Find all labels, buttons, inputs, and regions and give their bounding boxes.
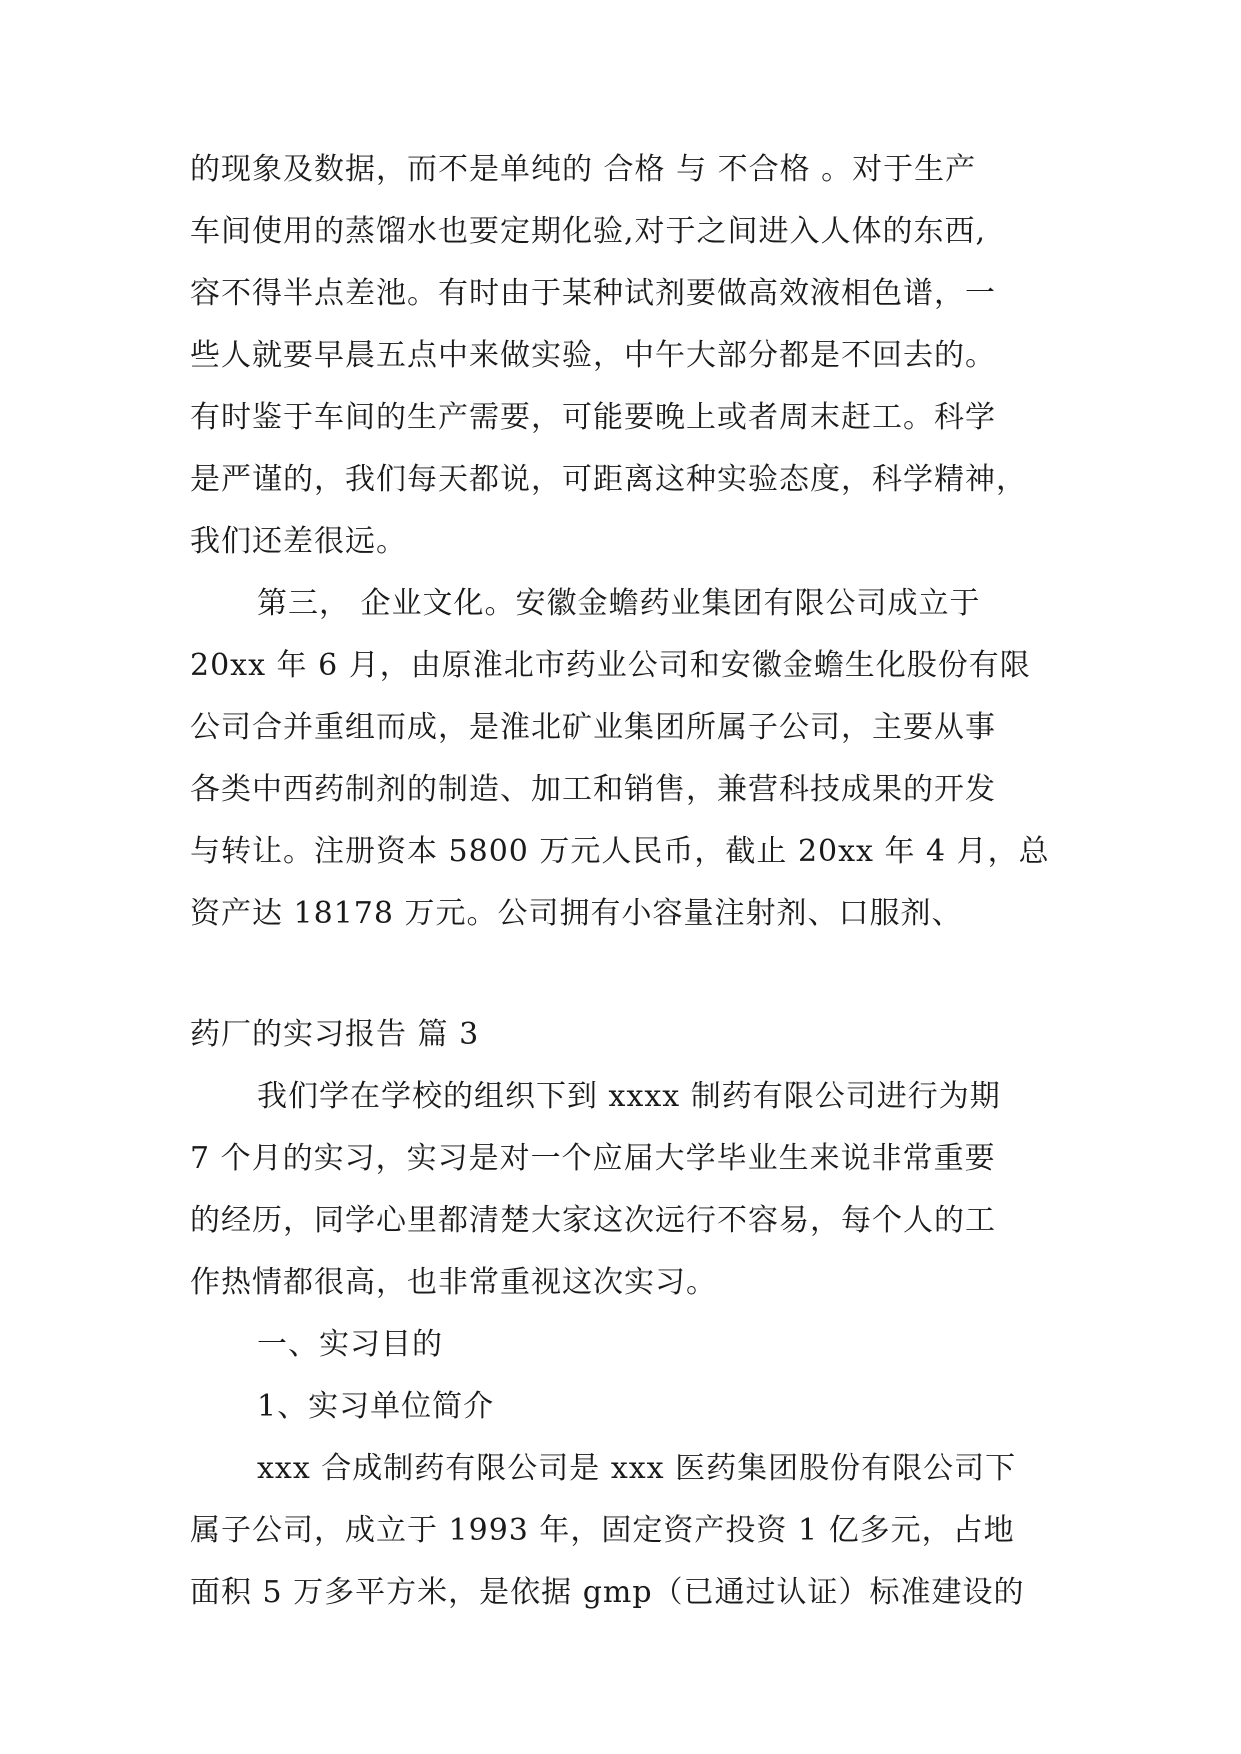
- text-line: 的经历，同学心里都清楚大家这次远行不容易，每个人的工: [190, 1203, 996, 1238]
- text-line: 我们学在学校的组织下到 xxxx 制药有限公司进行为期: [257, 1079, 1001, 1114]
- subheading: 1、实习单位简介: [257, 1389, 495, 1424]
- text-line: 容不得半点差池。有时由于某种试剂要做高效液相色谱，一: [190, 276, 996, 311]
- text-line: 的现象及数据，而不是单纯的 合格 与 不合格 。对于生产: [190, 152, 977, 187]
- text-line: 资产达 18178 万元。公司拥有小容量注射剂、口服剂、: [190, 896, 963, 931]
- text-line: 有时鉴于车间的生产需要，可能要晚上或者周末赶工。科学: [190, 400, 996, 435]
- text-line: 各类中西药制剂的制造、加工和销售，兼营科技成果的开发: [190, 772, 996, 807]
- text-line: 7 个月的实习，实习是对一个应届大学毕业生来说非常重要: [190, 1141, 996, 1176]
- text-line: 些人就要早晨五点中来做实验，中午大部分都是不回去的。: [190, 338, 996, 373]
- text-line: 20xx 年 6 月，由原淮北市药业公司和安徽金蟾生化股份有限: [190, 648, 1031, 683]
- text-line: xxx 合成制药有限公司是 xxx 医药集团股份有限公司下: [257, 1451, 1017, 1486]
- section-heading: 药厂的实习报告 篇 3: [190, 1017, 480, 1052]
- text-line: 车间使用的蒸馏水也要定期化验,对于之间进入人体的东西,: [190, 214, 987, 249]
- text-line: 公司合并重组而成，是淮北矿业集团所属子公司，主要从事: [190, 710, 996, 745]
- subheading: 一、实习目的: [257, 1327, 443, 1362]
- text-line: 作热情都很高，也非常重视这次实习。: [190, 1265, 717, 1300]
- text-line: 是严谨的，我们每天都说，可距离这种实验态度，科学精神，: [190, 462, 1027, 497]
- text-line: 与转让。注册资本 5800 万元人民币，截止 20xx 年 4 月，总: [190, 834, 1050, 869]
- text-line: 第三， 企业文化。安徽金蟾药业集团有限公司成立于: [257, 586, 981, 621]
- text-line: 面积 5 万多平方米，是依据 gmp（已通过认证）标准建设的: [190, 1575, 1025, 1610]
- text-line: 属子公司，成立于 1993 年，固定资产投资 1 亿多元，占地: [190, 1513, 1015, 1548]
- text-line: 我们还差很远。: [190, 524, 407, 559]
